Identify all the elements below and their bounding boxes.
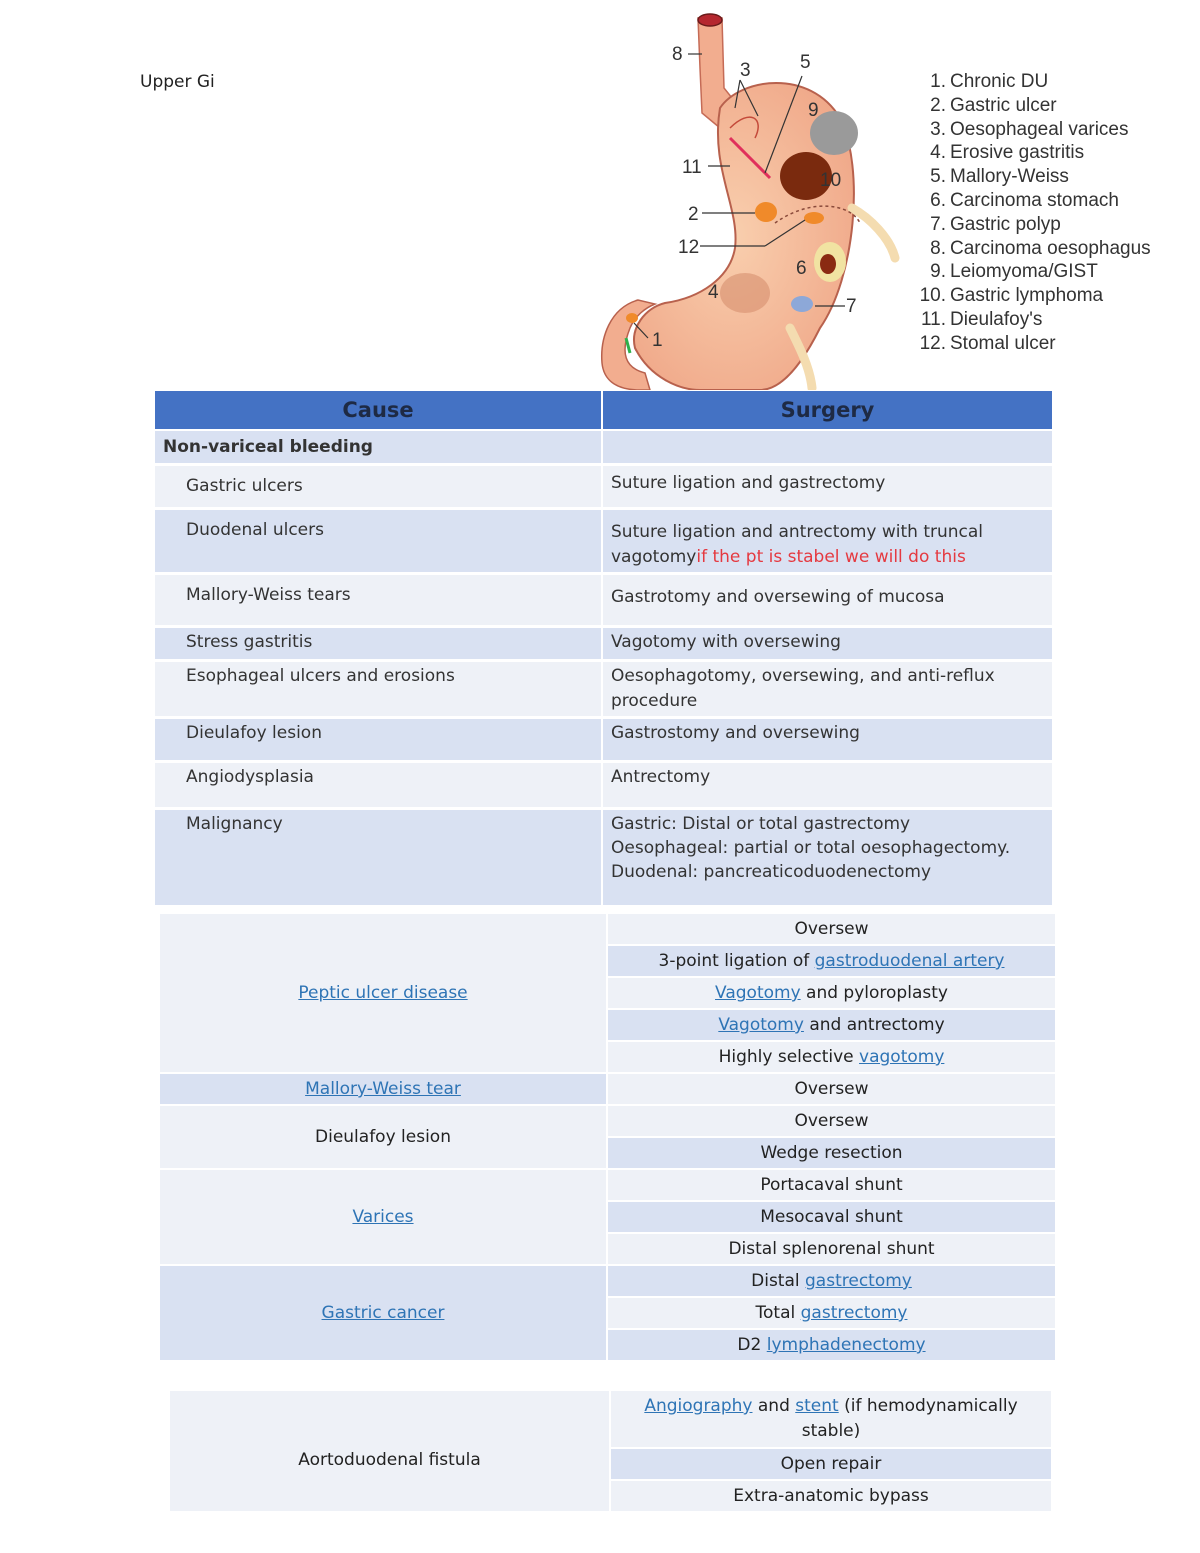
esophagus-lumen <box>698 14 722 26</box>
legend-num: 3. <box>930 118 946 140</box>
cause-cell <box>159 1169 607 1265</box>
treatment-cell: Oversew <box>607 913 1056 945</box>
header-surgery: Surgery <box>602 391 1052 430</box>
table-row <box>169 1390 1052 1448</box>
table-header-row <box>155 391 1052 430</box>
legend-item <box>912 284 1151 308</box>
table-row <box>155 464 1052 508</box>
treatment-cell <box>607 945 1056 977</box>
marker-3: 3 <box>740 60 751 81</box>
lesion-stomal-ulcer <box>804 212 824 224</box>
marker-9: 9 <box>808 100 819 121</box>
table-row <box>155 660 1052 717</box>
cause-cell: Aortoduodenal fistula <box>169 1390 610 1512</box>
legend-item <box>912 237 1151 261</box>
treatment-cell: Open repair <box>610 1448 1052 1480</box>
legend-label: Chronic DU <box>950 71 1049 92</box>
treatment-cell: Mesocaval shunt <box>607 1201 1056 1233</box>
legend-label: Dieulafoy's <box>950 308 1043 330</box>
legend-num: 5. <box>930 166 946 188</box>
legend-label: Erosive gastritis <box>950 142 1085 164</box>
legend-num: 11. <box>920 308 946 330</box>
legend-num: 12. <box>919 332 946 354</box>
gastroduodenal-artery-link[interactable]: gastroduodenal artery <box>814 951 1005 971</box>
lesion-carcinoma-core <box>820 254 836 274</box>
surgery-cell: Antrectomy <box>602 761 1052 808</box>
surgery-cell: Vagotomy with oversewing <box>602 626 1052 660</box>
angiography-link[interactable]: Angiography <box>644 1396 753 1416</box>
table-row <box>155 717 1052 761</box>
cause-cell <box>159 1073 607 1105</box>
table-row <box>159 1105 1056 1137</box>
cause-cell: Mallory-Weiss tears <box>155 573 602 626</box>
surgery-line: Duodenal: pancreaticoduodenectomy <box>611 861 932 882</box>
treatment-text: Total <box>755 1303 801 1323</box>
treatment-cell <box>607 1329 1056 1361</box>
legend-item <box>912 260 1151 284</box>
marker-7: 7 <box>846 296 857 317</box>
table-row <box>159 1265 1056 1297</box>
surgery-cell: Gastrostomy and oversewing <box>602 717 1052 761</box>
lymphadenectomy-link[interactable]: lymphadenectomy <box>766 1335 926 1355</box>
legend-label: Mallory-Weiss <box>950 166 1069 188</box>
cause-cell: Esophageal ulcers and erosions <box>155 660 602 717</box>
marker-12: 12 <box>678 237 700 258</box>
treatment-text: and antrectomy <box>803 1015 945 1035</box>
surgery-cell: Suture ligation and gastrectomy <box>602 464 1052 508</box>
cause-cell <box>159 913 607 1073</box>
gastrectomy-link[interactable]: gastrectomy <box>805 1271 912 1291</box>
treatment-cell: Portacaval shunt <box>607 1169 1056 1201</box>
marker-1: 1 <box>652 330 663 351</box>
surgery-cell <box>602 808 1052 906</box>
legend-label: Carcinoma oesophagus <box>950 237 1151 259</box>
cause-surgery-table <box>155 391 1052 908</box>
table-row <box>159 1073 1056 1105</box>
cause-cell: Duodenal ulcers <box>155 508 602 573</box>
treatment-cell: Oversew <box>607 1073 1056 1105</box>
table-row <box>155 626 1052 660</box>
legend-item <box>912 308 1151 332</box>
legend-item <box>912 94 1151 118</box>
legend-label: Gastric lymphoma <box>950 285 1104 307</box>
treatment-cell <box>607 977 1056 1009</box>
cause-cell <box>159 1265 607 1361</box>
legend-num: 6. <box>930 189 946 211</box>
legend-num: 10. <box>919 285 946 307</box>
surgery-cell: Oesophagotomy, oversewing, and anti-reflux procedure <box>602 660 1052 717</box>
treatment-text: Highly selective <box>718 1047 860 1067</box>
legend-item <box>912 141 1151 165</box>
marker-5: 5 <box>800 52 811 73</box>
legend-num: 1. <box>930 71 946 92</box>
fistula-table <box>168 1389 1053 1513</box>
cause-cell: Dieulafoy lesion <box>159 1105 607 1169</box>
treatment-cell: Oversew <box>607 1105 1056 1137</box>
section-empty-cell <box>602 430 1052 464</box>
table-row <box>159 913 1056 945</box>
surgery-line: Oesophageal: partial or total oesophagectomy. <box>611 837 1011 858</box>
treatment-text: and pyloroplasty <box>800 983 948 1003</box>
mallory-weiss-link[interactable]: Mallory-Weiss tear <box>305 1079 461 1099</box>
treatment-cell <box>607 1041 1056 1073</box>
legend-num: 4. <box>930 142 946 164</box>
legend-item <box>912 213 1151 237</box>
vagotomy-link[interactable]: Vagotomy <box>718 1015 804 1035</box>
treatment-cell: Distal splenorenal shunt <box>607 1233 1056 1265</box>
surgery-cell: Gastrotomy and oversewing of mucosa <box>602 573 1052 626</box>
legend-num: 7. <box>930 213 946 235</box>
cause-cell: Angiodysplasia <box>155 761 602 808</box>
marker-2: 2 <box>688 204 699 225</box>
treatment-text: 3-point ligation of <box>658 951 815 971</box>
annotation-note: if the pt is stabel we will do this <box>696 546 966 567</box>
lesion-erosive-gastritis <box>720 273 770 313</box>
cause-cell: Stress gastritis <box>155 626 602 660</box>
surgery-text: Suture ligation and antrectomy with truncal vagotomy <box>611 521 984 567</box>
cause-cell: Dieulafoy lesion <box>155 717 602 761</box>
varices-link[interactable]: Varices <box>352 1207 414 1227</box>
lesion-green-mark <box>626 338 630 353</box>
peptic-ulcer-link[interactable]: Peptic ulcer disease <box>298 983 468 1003</box>
legend-num: 8. <box>930 237 946 259</box>
vagotomy-link[interactable]: Vagotomy <box>715 983 801 1003</box>
legend-label: Oesophageal varices <box>950 118 1129 140</box>
section-row <box>155 430 1052 464</box>
marker-6: 6 <box>796 258 807 279</box>
legend-item <box>912 332 1151 356</box>
marker-8: 8 <box>672 44 683 65</box>
surgery-cell <box>602 508 1052 573</box>
legend-item <box>912 189 1151 213</box>
treatment-cell: Extra-anatomic bypass <box>610 1480 1052 1512</box>
treatment-text: Distal <box>751 1271 806 1291</box>
legend-label: Stomal ulcer <box>950 332 1056 354</box>
treatment-cell <box>607 1265 1056 1297</box>
document-title: Upper Gi <box>140 72 215 92</box>
table-row <box>155 573 1052 626</box>
table-row <box>155 761 1052 808</box>
cause-cell: Malignancy <box>155 808 602 906</box>
legend-item <box>912 118 1151 142</box>
legend-label: Gastric polyp <box>950 213 1061 235</box>
lesion-polyp <box>791 296 813 312</box>
treatment-text: and <box>752 1396 796 1416</box>
cause-cell: Gastric ulcers <box>155 464 602 508</box>
marker-10: 10 <box>820 170 842 191</box>
figure-legend <box>912 70 1151 356</box>
gastric-cancer-link[interactable]: Gastric cancer <box>321 1303 445 1323</box>
table-row <box>155 808 1052 906</box>
stent-link[interactable]: stent <box>795 1396 839 1416</box>
treatment-text: (if hemodynamically stable) <box>801 1396 1018 1441</box>
section-label: Non-variceal bleeding <box>155 430 602 464</box>
legend-num: 2. <box>930 94 946 116</box>
legend-label: Leiomyoma/GIST <box>950 261 1098 283</box>
legend-label: Gastric ulcer <box>950 94 1057 116</box>
treatment-text: D2 <box>737 1335 767 1355</box>
lesion-chronic-du <box>626 313 638 323</box>
vessel-upper <box>852 208 895 258</box>
table-row <box>155 508 1052 573</box>
treatment-cell: Wedge resection <box>607 1137 1056 1169</box>
marker-11: 11 <box>682 157 702 178</box>
table-row <box>159 1169 1056 1201</box>
header-cause: Cause <box>155 391 602 430</box>
vagotomy-link[interactable]: vagotomy <box>859 1047 945 1067</box>
legend-item <box>912 70 1151 94</box>
treatment-table <box>158 912 1057 1362</box>
legend-label: Carcinoma stomach <box>950 189 1119 211</box>
marker-4: 4 <box>708 282 719 303</box>
treatment-cell <box>610 1390 1052 1448</box>
lesion-gastric-ulcer <box>755 202 777 222</box>
legend-item <box>912 165 1151 189</box>
gastrectomy-link[interactable]: gastrectomy <box>800 1303 908 1323</box>
legend-num: 9. <box>930 261 946 283</box>
treatment-cell <box>607 1297 1056 1329</box>
surgery-line: Gastric: Distal or total gastrectomy <box>611 813 911 834</box>
treatment-cell <box>607 1009 1056 1041</box>
